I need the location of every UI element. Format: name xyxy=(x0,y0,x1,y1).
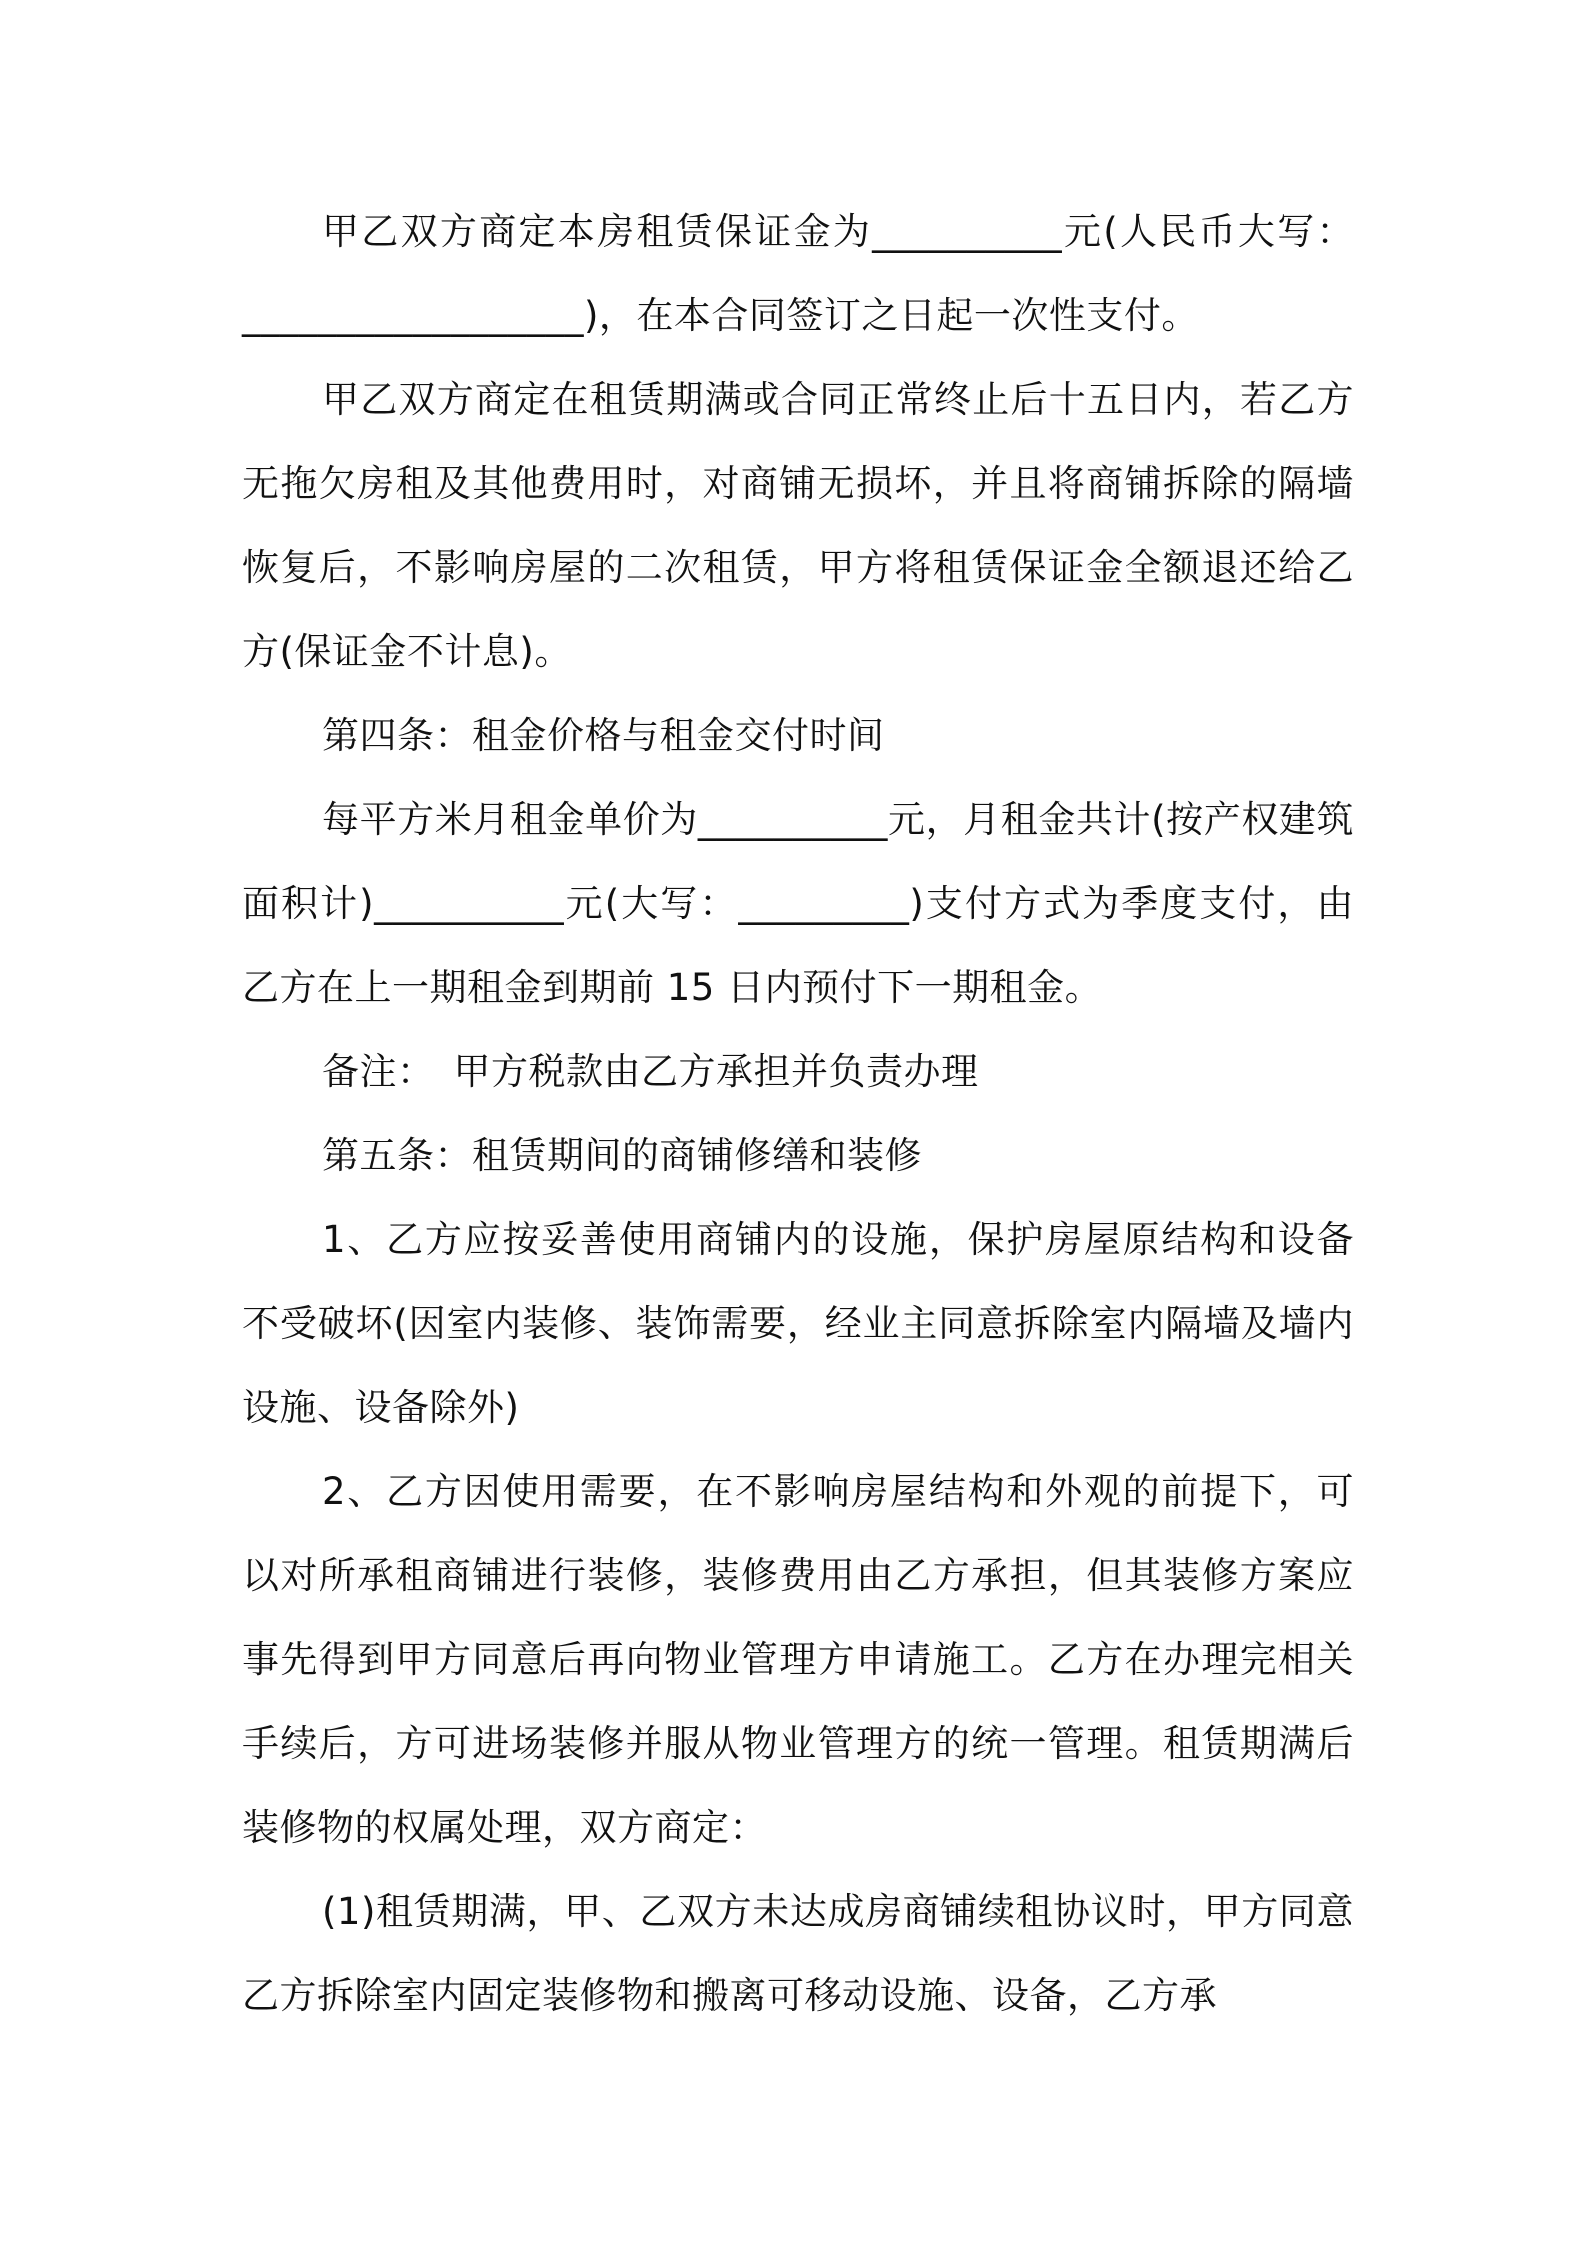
paragraph-deposit-amount: 甲乙双方商定本房租赁保证金为__________元(人民币大写：__________________)，在本合同签订之日起一次性支付。 xyxy=(242,210,1354,337)
paragraph-remark: 备注： 甲方税款由乙方承担并负责办理 xyxy=(322,1050,979,1093)
heading-article-five: 第五条：租赁期间的商铺修缮和装修 xyxy=(322,1134,922,1177)
document-body xyxy=(242,190,1354,2038)
paragraph-deposit-refund: 甲乙双方商定在租赁期满或合同正常终止后十五日内，若乙方无拖欠房租及其他费用时，对商铺无损坏，并且将商铺拆除的隔墙恢复后，不影响房屋的二次租赁，甲方将租赁保证金全额退还给乙方(保证金不计息)。 xyxy=(242,378,1354,673)
heading-article-four: 第四条：租金价格与租金交付时间 xyxy=(322,714,885,757)
paragraph-clause-2-1: (1)租赁期满，甲、乙双方未达成房商铺续租协议时，甲方同意乙方拆除室内固定装修物和搬离可移动设施、设备，乙方承 xyxy=(242,1890,1354,2017)
paragraph-rent-price: 每平方米月租金单价为__________元，月租金共计(按产权建筑面积计)__________元(大写：_________)支付方式为季度支付，由乙方在上一期租金到期前 15 日内预付下一期租金。 xyxy=(242,798,1354,1009)
paragraph-clause-1: 1、乙方应按妥善使用商铺内的设施，保护房屋原结构和设备不受破坏(因室内装修、装饰需要，经业主同意拆除室内隔墙及墙内设施、设备除外) xyxy=(242,1218,1354,1429)
paragraph-clause-2: 2、乙方因使用需要，在不影响房屋结构和外观的前提下，可以对所承租商铺进行装修，装修费用由乙方承担，但其装修方案应事先得到甲方同意后再向物业管理方申请施工。乙方在办理完相关手续后，方可进场装修并服从物业管理方的统一管理。租赁期满后装修物的权属处理，双方商定： xyxy=(242,1470,1354,1849)
